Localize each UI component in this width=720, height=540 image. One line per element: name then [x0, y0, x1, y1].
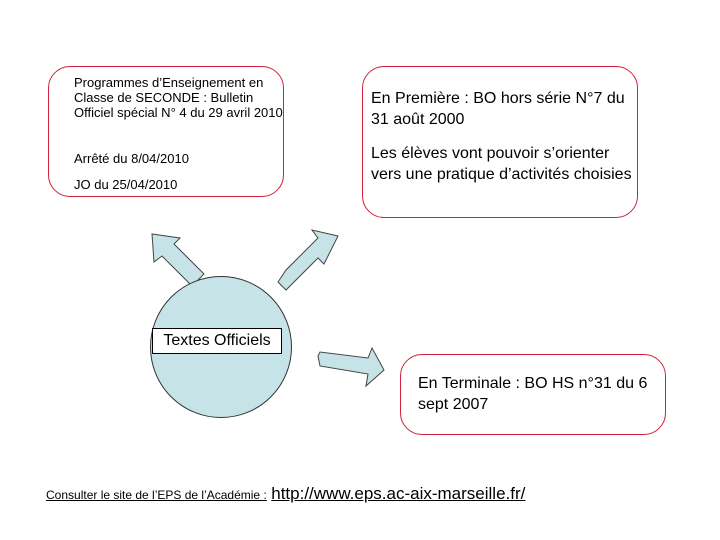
- seconde-jo: JO du 25/04/2010: [74, 177, 178, 192]
- footer-consult-text: Consulter le site de l’EPS de l’Académie :: [46, 488, 267, 502]
- terminale-title: En Terminale : BO HS n°31 du 6 sept 2007: [418, 375, 648, 413]
- arrow-to-terminale: [318, 348, 384, 386]
- arrow-to-seconde: [152, 234, 204, 286]
- footer-url-link[interactable]: http://www.eps.ac-aix-marseille.fr/: [271, 484, 526, 503]
- hub-label: Textes Officiels: [152, 328, 282, 354]
- arrow-to-premiere: [278, 230, 338, 290]
- premiere-title: En Première : BO hors série N°7 du 31 août 2000: [371, 90, 625, 128]
- footer: [46, 484, 525, 504]
- premiere-note: Les élèves vont pouvoir s’orienter vers une pratique d’activités choisies: [371, 145, 632, 183]
- seconde-description: Programmes d’Enseignement en Classe de SECONDE : Bulletin Officiel spécial N° 4 du 29 avril 2010: [74, 75, 283, 120]
- seconde-arrete: Arrêté du 8/04/2010: [74, 151, 189, 166]
